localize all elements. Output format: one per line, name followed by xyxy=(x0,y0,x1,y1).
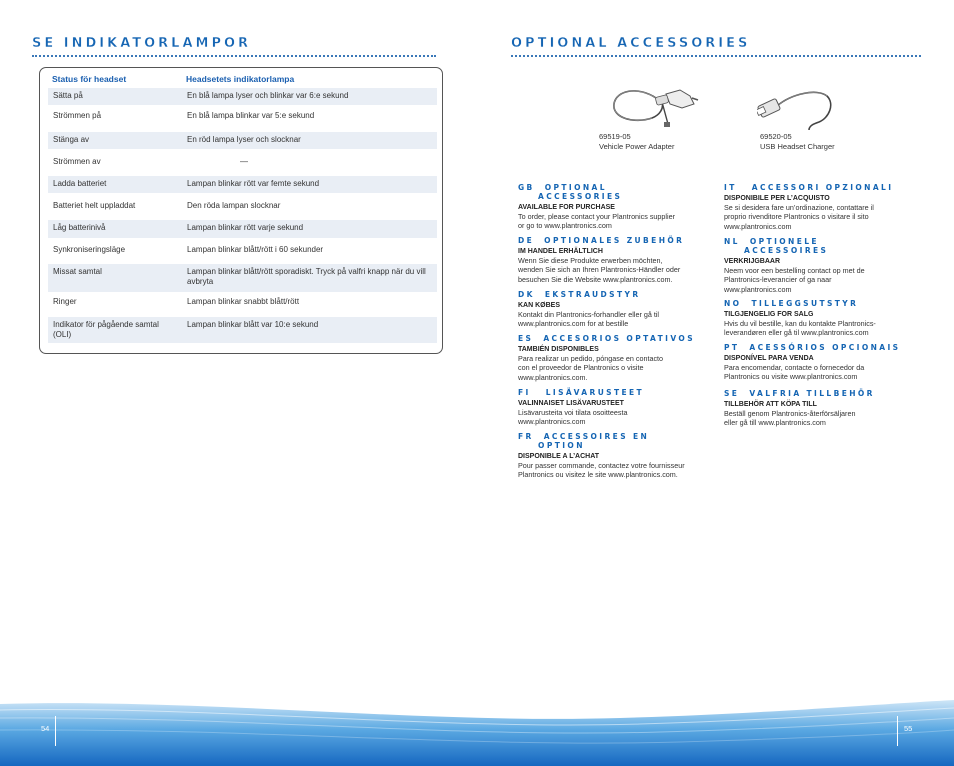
language-subheading: DISPONIBLE A L’ACHAT xyxy=(518,453,600,460)
language-block xyxy=(518,388,708,427)
language-body: Beställ genom Plantronics-återförsäljaren eller gå till www.plantronics.com xyxy=(724,409,856,428)
cell-indicator: — xyxy=(240,157,248,166)
header-indicator: Headsetets indikatorlampa xyxy=(186,74,295,84)
indicator-table xyxy=(39,67,443,354)
language-heading: ES ACCESORIOS OPTATIVOS xyxy=(518,334,695,343)
car-charger-icon xyxy=(608,84,700,130)
cell-status: Batteriet helt uppladdat xyxy=(53,201,136,210)
table-row xyxy=(48,220,437,238)
language-block xyxy=(724,343,914,382)
language-heading: NL OPTIONELE ACCESSOIRES xyxy=(724,237,829,255)
language-block xyxy=(518,334,708,382)
language-body: Neem voor een bestelling contact op met de Plantronics-leverancier of ga naar www.plantronics.com xyxy=(724,266,865,294)
product-caption-1 xyxy=(599,132,674,151)
cell-status: Sätta på xyxy=(53,91,83,100)
language-block xyxy=(724,299,914,338)
heading-divider-left xyxy=(32,55,436,57)
cell-indicator: Lampan blinkar blått/rött i 60 sekunder xyxy=(187,245,324,254)
table-row xyxy=(48,132,437,149)
footer-wave xyxy=(0,690,954,766)
language-heading: SE VALFRIA TILLBEHÖR xyxy=(724,389,875,398)
product-part-2: 69520-05 xyxy=(760,132,792,141)
table-row xyxy=(48,294,437,314)
cell-status: Låg batterinivå xyxy=(53,223,106,232)
table-header xyxy=(40,71,442,89)
cell-status: Strömmen på xyxy=(53,111,102,120)
language-body: To order, please contact your Plantronics supplier or go to www.plantronics.com xyxy=(518,212,676,231)
language-heading: DE OPTIONALES ZUBEHÖR xyxy=(518,236,685,245)
language-subheading: TILLBEHÖR ATT KÖPA TILL xyxy=(724,401,817,408)
table-row xyxy=(48,242,437,262)
language-block xyxy=(724,183,914,231)
cell-status: Stänga av xyxy=(53,135,90,144)
language-subheading: VALINNAISET LISÄVARUSTEET xyxy=(518,400,624,407)
cell-indicator: Den röda lampan slocknar xyxy=(187,201,281,210)
cell-indicator: En röd lampa lyser och slocknar xyxy=(187,135,301,144)
language-block xyxy=(724,237,914,294)
language-heading: PT ACESSÓRIOS OPCIONAIS xyxy=(724,343,901,352)
cell-status: Strömmen av xyxy=(53,157,101,166)
table-row xyxy=(48,154,437,174)
usb-cable-icon xyxy=(757,84,835,132)
table-row xyxy=(48,264,437,292)
table-row xyxy=(48,176,437,193)
language-body: Wenn Sie diese Produkte erwerben möchten, wenden Sie sich an Ihren Plantronics-Händler oder besuchen Sie die Website www.plantronics.com. xyxy=(518,256,681,284)
language-body: Se si desidera fare un’ordinazione, contattare il proprio rivenditore Plantronics o visitare il sito www.plantronics.com xyxy=(724,203,874,231)
language-subheading: IM HANDEL ERHÄLTLICH xyxy=(518,248,603,255)
language-subheading: TAMBIÉN DISPONIBLES xyxy=(518,346,599,353)
page-number-left: 54 xyxy=(41,724,50,733)
cell-status: Ladda batteriet xyxy=(53,179,107,188)
product-caption-2 xyxy=(760,132,835,151)
language-heading: NO TILLEGGSUTSTYR xyxy=(724,299,859,308)
language-heading: FR ACCESSOIRES EN OPTION xyxy=(518,432,650,450)
page-number-right: 55 xyxy=(904,724,913,733)
language-body: Lisävarusteita voi tilata osoitteesta www.plantronics.com xyxy=(518,408,628,427)
product-name-2: USB Headset Charger xyxy=(760,141,835,151)
language-subheading: VERKRIJGBAAR xyxy=(724,258,781,265)
table-row xyxy=(48,317,437,343)
table-row xyxy=(48,88,437,105)
language-block xyxy=(518,432,708,480)
footer-rule-right xyxy=(897,716,898,746)
page-heading-left: SE INDIKATORLAMPOR xyxy=(32,36,252,51)
language-block xyxy=(518,183,708,231)
language-body: Kontakt din Plantronics-forhandler eller gå til www.plantronics.com for at bestille xyxy=(518,310,660,329)
table-row xyxy=(48,108,437,128)
product-part-1: 69519-05 xyxy=(599,132,631,141)
language-subheading: KAN KØBES xyxy=(518,302,561,309)
language-subheading: DISPONIBILE PER L’ACQUISTO xyxy=(724,195,830,202)
cell-status: Missat samtal xyxy=(53,267,102,276)
language-body: Hvis du vil bestille, kan du kontakte Plantronics- leverandøren eller gå til www.plantronics.com xyxy=(724,319,876,338)
language-body: Pour passer commande, contactez votre fournisseur Plantronics ou visitez le site www.plantronics.com. xyxy=(518,461,685,480)
cell-indicator: En blå lampa lyser och blinkar var 6:e sekund xyxy=(187,91,349,100)
footer-rule-left xyxy=(55,716,56,746)
cell-indicator: Lampan blinkar rött varje sekund xyxy=(187,223,304,232)
heading-divider-right xyxy=(511,55,921,57)
cell-indicator: Lampan blinkar blått/rött sporadiskt. Tryck på valfri knapp när du vill avbryta xyxy=(187,267,426,286)
language-heading: FI LISÄVARUSTEET xyxy=(518,388,645,397)
header-status: Status för headset xyxy=(52,74,127,84)
language-heading: GB OPTIONAL ACCESSORIES xyxy=(518,183,623,201)
language-block xyxy=(518,236,708,284)
language-block xyxy=(518,290,708,329)
language-body: Para realizar un pedido, póngase en contacto con el proveedor de Plantronics o visite www.plantronics.com. xyxy=(518,354,664,382)
language-subheading: TILGJENGELIG FOR SALG xyxy=(724,311,814,318)
language-heading: DK EKSTRAUDSTYR xyxy=(518,290,641,299)
language-subheading: DISPONÍVEL PARA VENDA xyxy=(724,355,814,362)
cell-indicator: Lampan blinkar snabbt blått/rött xyxy=(187,297,300,306)
cell-status: Synkroniseringsläge xyxy=(53,245,126,254)
cell-indicator: En blå lampa blinkar var 5:e sekund xyxy=(187,111,315,120)
language-block xyxy=(724,389,914,428)
cell-indicator: Lampan blinkar rött var femte sekund xyxy=(187,179,320,188)
cell-indicator: Lampan blinkar blått var 10:e sekund xyxy=(187,320,319,329)
language-subheading: AVAILABLE FOR PURCHASE xyxy=(518,204,615,211)
product-name-1: Vehicle Power Adapter xyxy=(599,141,675,151)
cell-status: Indikator för pågående samtal (OLI) xyxy=(53,320,159,339)
table-row xyxy=(48,198,437,218)
cell-status: Ringer xyxy=(53,297,77,306)
language-heading: IT ACCESSORI OPZIONALI xyxy=(724,183,894,192)
page-heading-right: OPTIONAL ACCESSORIES xyxy=(511,36,751,51)
language-body: Para encomendar, contacte o fornecedor da Plantronics ou visite www.plantronics.com xyxy=(724,363,865,382)
